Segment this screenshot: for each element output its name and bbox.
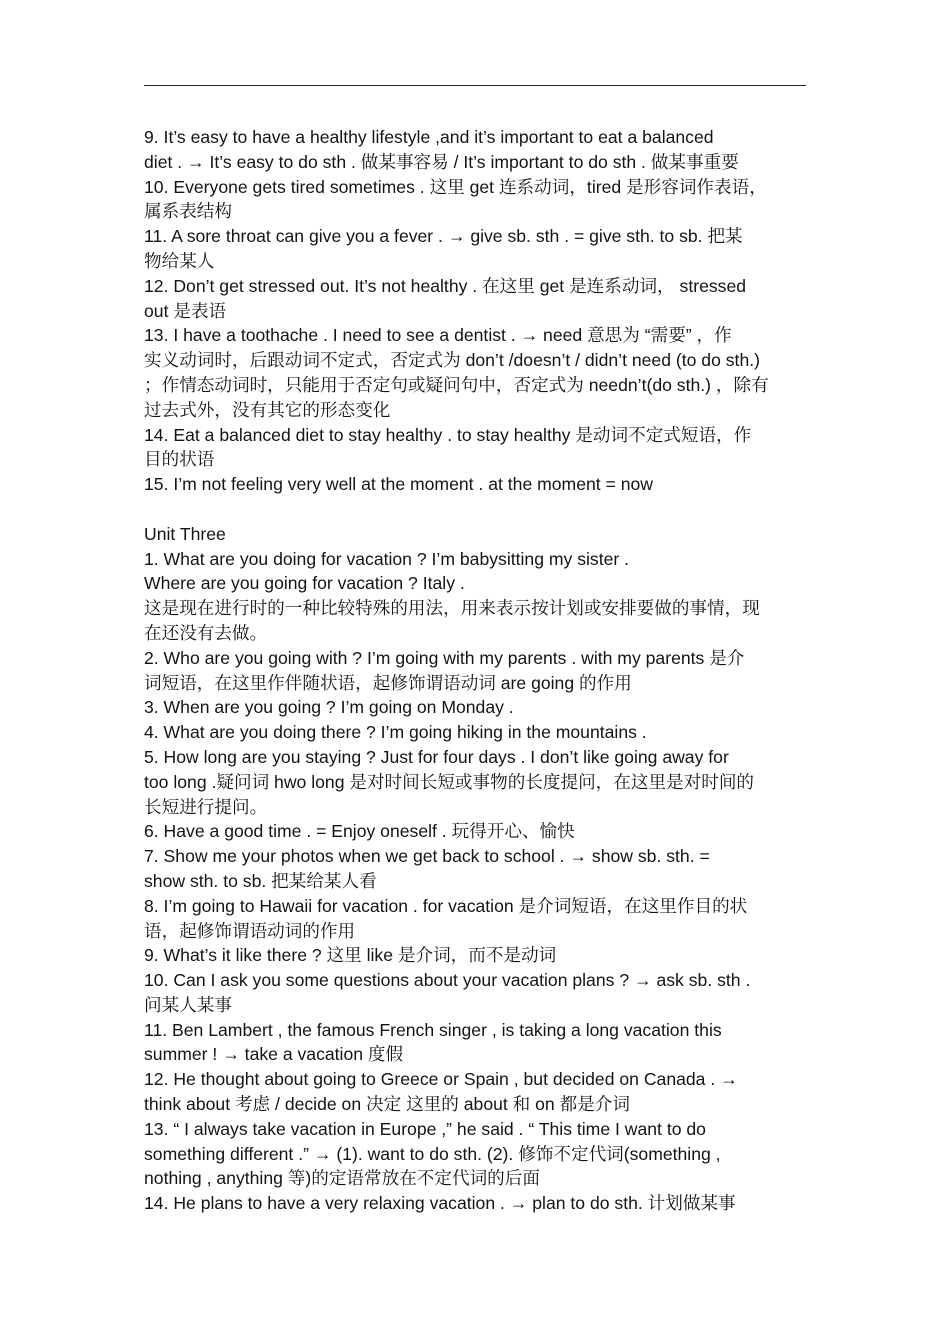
text-line: 过去式外，没有其它的形态变化	[144, 399, 391, 420]
text-line: 11. A sore throat can give you a fever . → give sb. sth . = give sth. to sb. 把某	[144, 226, 743, 247]
text-line: 1. What are you doing for vacation ? I’m babysitting my sister .	[144, 548, 630, 569]
text-line: 13. I have a toothache . I need to see a dentist . → need 意思为 “需要” ，作	[144, 325, 732, 346]
document-body	[144, 125, 808, 1216]
text-line: 14. He plans to have a very relaxing vacation . → plan to do sth. 计划做某事	[144, 1193, 736, 1214]
text-line: 物给某人	[144, 250, 215, 271]
text-line: 10. Can I ask you some questions about your vacation plans ? → ask sb. sth .	[144, 970, 751, 991]
text-line: 12. He thought about going to Greece or Spain , but decided on Canada . →	[144, 1069, 738, 1090]
text-line: show sth. to sb. 把某给某人看	[144, 870, 377, 891]
text-line: 15. I’m not feeling very well at the moment . at the moment = now	[144, 474, 653, 495]
text-line: 长短进行提问。	[144, 796, 268, 817]
text-line: 语，起修饰谓语动词的作用	[144, 920, 356, 941]
text-line: 问某人某事	[144, 994, 232, 1015]
text-line: 5. How long are you staying ? Just for four days . I don’t like going away for	[144, 746, 729, 767]
text-line: 6. Have a good time . = Enjoy oneself . 玩得开心、愉快	[144, 821, 575, 842]
text-line: 9. What’s it like there ? 这里 like 是介词，而不是动词	[144, 945, 557, 966]
text-line: 9. It’s easy to have a healthy lifestyle ,and it’s important to eat a balanced	[144, 127, 714, 147]
blank-line	[144, 497, 808, 522]
text-line: think about 考虑 / decide on 决定 这里的 about 和 on 都是介词	[144, 1094, 630, 1115]
text-line: out 是表语	[144, 300, 227, 321]
text-line: nothing , anything 等)的定语常放在不定代词的后面	[144, 1168, 540, 1189]
text-line: 目的状语	[144, 449, 215, 470]
text-line: ；作情态动词时，只能用于否定句或疑问句中，否定式为 needn’t(do sth.) ，除有	[144, 374, 769, 395]
header-rule	[144, 85, 806, 86]
text-line: 11. Ben Lambert , the famous French singer , is taking a long vacation this	[144, 1019, 722, 1040]
text-line: 属系表结构	[144, 201, 232, 222]
text-line: 实义动词时，后跟动词不定式，否定式为 don’t /doesn’t / didn’t need (to do sth.)	[144, 350, 760, 371]
text-line: too long .疑问词 hwo long 是对时间长短或事物的长度提问，在这里是对时间的	[144, 771, 755, 792]
text-line: 在还没有去做。	[144, 622, 268, 643]
text-line: 2. Who are you going with ? I’m going with my parents . with my parents 是介	[144, 647, 745, 668]
text-line: 13. “ I always take vacation in Europe ,” he said . “ This time I want to do	[144, 1118, 706, 1139]
text-line: 词短语，在这里作伴随状语，起修饰谓语动词 are going 的作用	[144, 672, 632, 693]
text-line: 3. When are you going ? I’m going on Monday .	[144, 697, 514, 718]
text-line: 这是现在进行时的一种比较特殊的用法，用来表示按计划或安排要做的事情，现	[144, 598, 760, 619]
text-line: 4. What are you doing there ? I’m going hiking in the mountains .	[144, 722, 647, 743]
text-line: Where are you going for vacation ? Italy .	[144, 573, 465, 594]
text-line: diet . → It’s easy to do sth . 做某事容易 / It’s important to do sth . 做某事重要	[144, 151, 739, 172]
text-line: 10. Everyone gets tired sometimes . 这里 get 连系动词，tired 是形容词作表语，	[144, 176, 767, 197]
text-line: 7. Show me your photos when we get back to school . → show sb. sth. =	[144, 846, 710, 867]
text-line: 8. I’m going to Hawaii for vacation . for vacation 是介词短语，在这里作目的状	[144, 895, 748, 916]
text-line: 12. Don’t get stressed out. It’s not healthy . 在这里 get 是连系动词， stressed	[144, 275, 747, 296]
text-line: 14. Eat a balanced diet to stay healthy . to stay healthy 是动词不定式短语，作	[144, 424, 752, 445]
text-line: something different .” → (1). want to do sth. (2). 修饰不定代词(something ,	[144, 1143, 721, 1164]
text-line: Unit Three	[144, 523, 226, 544]
text-line: summer ! → take a vacation 度假	[144, 1044, 404, 1065]
